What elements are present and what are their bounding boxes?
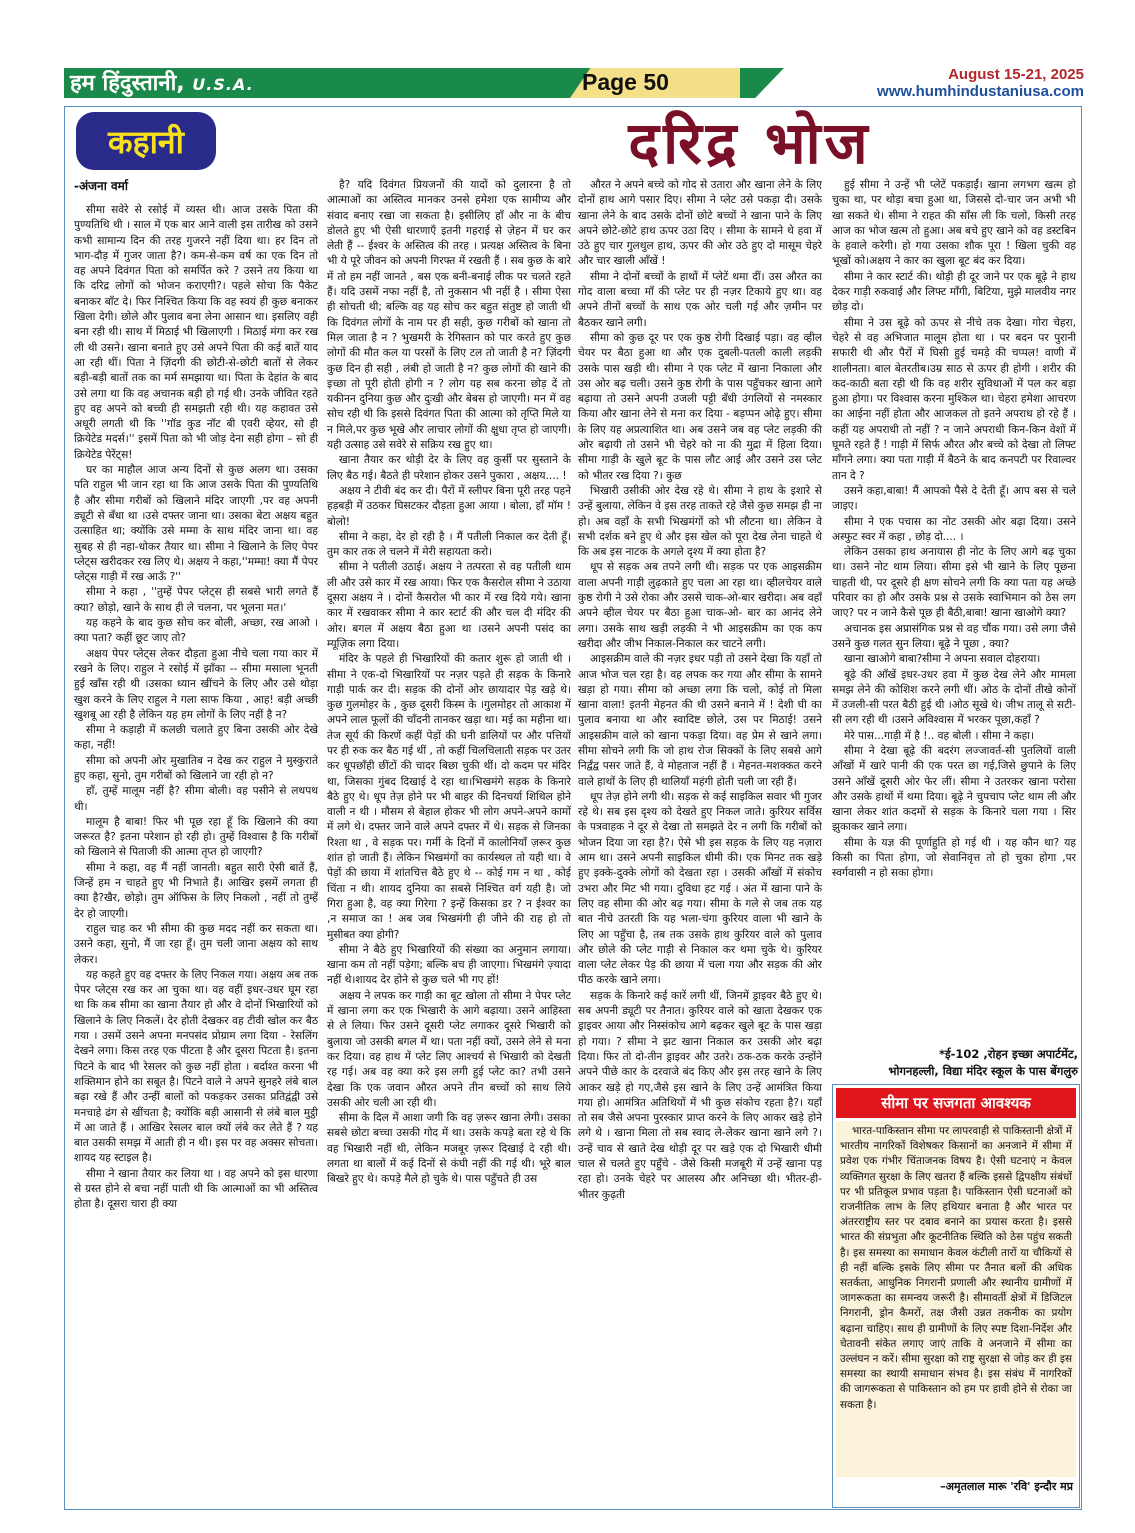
story-paragraph: सीमा ने कहा, देर हो रही है । मैं पतीली निकाल कर देती हूँ। तुम कार तक ले चलने में मेरी सहायता करो।: [327, 530, 571, 559]
story-paragraph: भिखारी उसीकी ओर देख रहे थे। सीमा ने हाथ के इशारे से उन्हें बुलाया, लेकिन वे इस तरह ताकते रहे जैसे कुछ समझ ही ना हो। अब वहाँ के सभी भिखमंगों को भी लौटना था। लेकिन वे सभी दर्शक बने हुए थे और इस खेल को पूरा देख लेना चाहते थे कि अब इस नाटक के अगले दृश्य में क्या होता है?: [578, 484, 822, 559]
masthead: [64, 66, 1084, 100]
story-paragraph: बूढ़े की आँखें इधर-उधर हवा में कुछ देख लेने और मामला समझ लेने की कोशिश करने लगी थीं। ओठ के दोनों तीखे कोनों में उजली-सी परत बैठी हुई थी ।ओठ सूखे थे। जीभ तालू से सटी-सी लग रही थी ।उसने अविश्वास में भरकर पूछा,कहाँ ?: [832, 668, 1076, 727]
story-paragraph: सीमा ने कड़ाही में कलछी चलाते हुए बिना उसकी ओर देखे कहा, नहीं!: [74, 724, 318, 752]
story-paragraph: सीमा ने उस बूढ़े को ऊपर से नीचे तक देखा। गोरा चेहरा, चेहरे से वह अभिजात मालूम होता था । पर बदन पर पुरानी सफारी थी और पैरों में घिसी हुई चमड़े की चप्पल! वाणी में शालीनता। बाल बेतरतीब।उम्र साठ से ऊपर ही होगी । शरीर की कद-काठी बता रही थी कि वह शरीर सुविधाओं में पल कर बड़ा हुआ होगा। पर विश्वास करना मुश्किल था। चेहरा हमेशा आचरण का आईना नहीं होता और आजकल तो इतने अपराध हो रहे हैं । कहीं यह अपराधी तो नहीं ? न जाने अपराधी किन-किन वेशों में घूमते रहते हैं ! गाड़ी में सिर्फ औरत और बच्चे को देखा तो लिफ्ट माँगने लगा। क्या पता गाड़ी में बैठने के बाद कनपटी पर रिवाल्वर तान दे ?: [832, 316, 1076, 482]
story-paragraph: अक्षय ने टीवी बंद कर दी। पैरों में स्लीपर बिना पूरी तरह पहने हड़बड़ी में उठकर घिसटकर दौड़ता हुआ आया । बोला, हाँ मॉम ! बोलो!: [327, 484, 571, 528]
story-paragraph: अक्षय पेपर प्लेट्स लेकर दौड़ता हुआ नीचे चला गया कार में रखने के लिए। राहुल ने रसोई में झाँका -- सीमा मसाला भूनती हुई खाँस रही थी ।उसका ध्यान खींचने के लिए और उसे थोड़ा खुश करने के लिए राहुल ने गला साफ किया , आह! बड़ी अच्छी खुशबू आ रही है लेकिन यह हम लोगों के लिए नहीं है न?: [74, 647, 318, 721]
section-badge: कहानी: [76, 112, 216, 170]
paper-name: [70, 67, 254, 97]
story-paragraph: मंदिर के पहले ही भिखारियों की कतार शुरू हो जाती थी । सीमा ने एक-दो भिखारियों पर नज़र पड़ते ही सड़क के किनारे गाड़ी पार्क कर दी। सड़क की दोनों ओर छायादार पेड़ खड़े थे। कुछ गुलमोहर के , कुछ दूसरी किस्म के ।गुलमोहर तो आकाश में अपने लाल फूलों की चाँदनी तानकर खड़ा था। मई का महीना था। तेज सूर्य की किरणें कहीं पेड़ों की घनी डालियों पर और पत्तियों पर ही रुक कर बैठ गई थीं , तो कहीं चिलचिलाती सड़क पर उतर कर धूपछाँही छींटों की चादर बिछा चुकी थीं। दो कदम पर मंदिर था, जिसका गुंबद दिखाई दे रहा था।भिखमंगे सड़क के किनारे बैठे हुए थे। धूप तेज़ होने पर भी बाहर की दिनचर्या शिथिल होने वाली न थी । मौसम से बेहाल होकर भी लोग अपने-अपने कामों में लगे थे। दफ्तर जाने वाले अपने दफ्तर में थे। सड़क से जिनका रिश्ता था , वे सड़क पर। गर्मी के दिनों में कालोनियाँ ज़रूर कुछ शांत हो जाती हैं। लेकिन भिखमंगों का कार्यस्थल तो यही था। वे पेड़ों की छाया में शांतचित्त बैठे हुए थे -- कोई गम न था , कोई चिंता न थी। शायद दुनिया का सबसे निश्चित वर्ग यही है। जो गिरा हुआ है, वह क्या गिरेगा ? इन्हें किसका डर ? न ईश्वर का ,न समाज का ! अब जब भिखमंगी ही जीने की राह हो तो मुसीबत क्या होगी?: [327, 653, 571, 941]
address-line-1: *ई-102 ,रोहन इच्छा अपार्टमेंट,: [938, 1047, 1078, 1061]
author-address: [832, 1046, 1078, 1080]
story-paragraph: सीमा ने पतीली उठाई। अक्षय ने तत्परता से वह पतीली थाम ली और उसे कार में रख आया। फिर एक कैसरोल सीमा ने उठाया दूसरा अक्षय ने । दोनों कैसरोल भी कार में रख दिये गये। खाना कार में रखवाकर सीमा ने कार स्टार्ट की और चल दी मंदिर की ओर। बगल में अक्षय बैठा हुआ था ।उसने अपनी पसंद का म्यूज़िक लगा दिया।: [327, 561, 571, 650]
story-paragraph: सीमा सवेरे से रसोई में व्यस्त थी। आज उसके पिता की पुण्यतिथि थी । साल में एक बार आने वाली इस तारीख को उसने कभी सामान्य दिन की तरह गुजरने नहीं दिया था। हर दिन तो भाग-दौड़ में गुजर जाता है?। कम-से-कम वर्ष का एक दिन तो वह अपने दिवंगत पिता को समर्पित करे ? उसने तय किया था कि दरिद्र लोगों को भोजन कराएगी?। पहले सोचा कि पैकेट बनाकर बाँट दे। फिर निश्चित किया कि वह स्वयं ही कुछ बनाकर खिला देगी। छोले और पुलाव बना लेना आसान था। इसलिए वही बना रही थी। साथ में मिठाई भी खिलाएगी । मिठाई मंगा कर रख ली थी उसने। खाना बनाते हुए उसे अपने पिता की कई बातें याद आ रही थीं। पिता ने ज़िंदगी की छोटी-से-छोटी बातों से लेकर बड़ी-बड़ी बातों तक का मर्म समझाया था। पिता के देहांत के बाद उसे लगा था कि वह अचानक बड़ी हो गई थी। उनके जीवित रहते हुए वह अपने को बच्ची ही समझती रही थी। यह कहावत उसे अधूरी लगती थी कि ''गॉड कुड नॉट बी एवरी व्हेयर, सो ही क्रियेटेड मदर्स।'' इसमें पिता को भी जोड़ देना सही होगा – सो ही क्रियेटेड पेरेंट्स!: [74, 204, 318, 461]
sidebox-body: भारत-पाकिस्तान सीमा पर लापरवाही से पाकिस्तानी क्षेत्रों में भारतीय नागरिकों विशेषकर किसानों का अनजाने में सीमा में प्रवेश एक गंभीर चिंताजनक विषय है। ऐसी घटनाएं न केवल व्यक्तिगत सुरक्षा के लिए खतरा हैं बल्कि इससे द्विपक्षीय संबंधों पर भी प्रतिकूल प्रभाव पड़ता है। पाकिस्तान ऐसी घटनाओं को राजनीतिक लाभ के लिए हथियार बनाता है और भारत पर अंतरराष्ट्रीय स्तर पर दबाव बनाने का प्रयास करता है। इससे भारत की संप्रभुता और कूटनीतिक स्थिति को ठेस पहुंच सकती है। इस समस्या का समाधान केवल कंटीली तारों या चौकियों से ही नहीं बल्कि इसके लिए सीमा पर तैनात बलों की अधिक सतर्कता, आधुनिक निगरानी प्रणाली और स्थानीय ग्रामीणों में जागरूकता का समन्वय जरूरी है। सीमावर्ती क्षेत्रों में डिजिटल निगरानी, ड्रोन कैमरों, तक्ष जैसी उन्नत तकनीक का प्रयोग बढ़ाना चाहिए। साथ ही ग्रामीणों के लिए स्पष्ट दिशा-निर्देश और चेतावनी संकेत लगाए जाएं ताकि वे अनजाने में सीमा का उल्लंघन न करें। सीमा सुरक्षा को राष्ट्र सुरक्षा से जोड़ कर ही इस समस्या का स्थायी समाधान संभव है। इस संबंध में नागरिकों की जागरूकता से पाकिस्तान को हम पर हावी होने से रोका जा सकता है।: [836, 1121, 1076, 1477]
story-paragraph: अचानक इस अप्रासंगिक प्रश्न से वह चौंक गया। उसे लगा जैसे उसने कुछ गलत सुन लिया। बूढ़े ने पूछा , क्या?: [832, 622, 1076, 650]
story-paragraph: घर का माहौल आज अन्य दिनों से कुछ अलग था। उसका पति राहुल भी जान रहा था कि आज उसके पिता की पुण्यतिथि है और सीमा गरीबों को खिलाने मंदिर जाएगी ,पर वह अपनी ड्यूटी से बँधा था ।उसे दफ्तर जाना था। उसका बेटा अक्षय बहुत उत्साहित था; क्योंकि उसे मम्मा के साथ मंदिर जाना था। वह सुबह से ही नहा-धोकर तैयार था। सीमा ने खिलाने के लिए पेपर प्लेट्स खरीदकर रख लिए थे। अक्षय ने कहा,''मम्मा! क्या मैं पेपर प्लेट्स गाड़ी में रख आऊँ ?'': [74, 464, 318, 584]
story-paragraph: खाना तैयार कर थोड़ी देर के लिए वह कुर्सी पर सुस्ताने के लिए बैठ गई। बैठते ही परेशान होकर उसने पुकारा , अक्षय.... !: [327, 454, 571, 482]
story-paragraph: मालूम है बाबा! फिर भी पूछ रहा हूँ कि खिलाने की क्या जरूरत है? इतना परेशान हो रही हो। तुम्हें विश्वास है कि गरीबों को खिलाने से पिताजी की आत्मा तृप्त हो जाएगी?: [74, 815, 318, 859]
story-column-3: [578, 178, 822, 1504]
sidebox-title: सीमा पर सजगता आवश्यक: [836, 1088, 1076, 1118]
issue-date: August 15-21, 2025: [948, 66, 1084, 83]
page-number: Page 50: [582, 69, 669, 95]
story-paragraph: खाना खाओगे बाबा?सीमा ने अपना सवाल दोहराया।: [844, 653, 1041, 666]
story-paragraph: सीमा ने खाना तैयार कर लिया था । वह अपने को इस धारणा से ग्रस्त होने से बचा नहीं पाती थी कि आत्माओं का भी अस्तित्व होता है। दूसरा चारा ही क्या: [74, 1167, 318, 1211]
story-paragraph: सीमा ने दोनों बच्चों के हाथों में प्लेटें थमा दीं। उस औरत का गोद वाला बच्चा माँ की प्लेट पर ही नज़र टिकाये हुए था। वह अपने तीनों बच्चों के साथ एक ओर चली गई और ज़मीन पर बैठकर खाने लगी।: [578, 270, 822, 329]
story-paragraph: सीमा को अपनी ओर मुखातिब न देख कर राहुल ने मुस्कुराते हुए कहा, सुनो, तुम गरीबों को खिलाने जा रही हो न?: [74, 754, 318, 782]
story-paragraph: अक्षय ने लपक कर गाड़ी का बूट खोला तो सीमा ने पेपर प्लेट में खाना लगा कर एक भिखारी के आगे बढ़ाया। उसने आहिस्ता से ले लिया। फिर उसने दूसरी प्लेट लगाकर दूसरे भिखारी को बुलाया जो उसकी बगल में था। पता नहीं क्यों, उसने लेने से मना कर दिया। वह हाथ में प्लेट लिए आश्चर्य से भिखारी को देखती रह गई। अब वह क्या करे इस लगी हुई प्लेट का? तभी उसने देखा कि एक जवान औरत अपने तीन बच्चों को साथ लिये उसकी ओर चली आ रही थी।: [327, 989, 571, 1109]
story-paragraph: आइसक्रीम वाले की नज़र इधर पड़ी तो उसने देखा कि यहाँ तो आज भोज चल रहा है। वह लपक कर गया और सीमा के सामने खड़ा हो गया। सीमा को अच्छा लगा कि चलो, कोई तो मिला खाना वाला! इतनी मेहनत की थी उसने बनाने में ! देशी घी का पुलाव बनाया था और स्वादिष्ट छोले, उस पर मिठाई! उसने आइसक्रीम वाले को खाना पकड़ा दिया। वह प्रेम से खाने लगा। सीमा सोचने लगी कि जो हाथ रोज सिक्कों के लिए सबसे आगे निर्द्वंद्व पसर जाते हैं, वे मोहताज नहीं हैं । मेहनत-मशक्कत करने वाले हाथों के लिए ही थालियाँ महंगी होती चली जा रही हैं।: [578, 653, 822, 788]
paper-name-text: हम हिंदुस्तानी,: [70, 71, 185, 96]
story-column-2: [327, 178, 571, 1504]
address-line-2: भोगनहल्ली, विद्या मंदिर स्कूल के पास बेंगलुरु: [888, 1064, 1078, 1078]
story-paragraph: सीमा के यज्ञ की पूर्णाहुति हो गई थी । यह कौन था? यह किसी का पिता होगा, जो सेवानिवृत्त तो हो चुका होगा ,पर स्वर्गवासी न हो सका होगा।: [832, 836, 1076, 880]
story-column-1: [74, 203, 318, 1503]
story-paragraph: सीमा ने देखा बूढ़े की बदरंग लज्जावर्त-सी पुतलियों वाली आँखों में खारे पानी की एक परत छा गई,जिसे छुपाने के लिए उसने आँखें दूसरी ओर फेर लीं। सीमा ने उतरकर खाना परोसा और उसके हाथों में थमा दिया। बूढ़े ने चुपचाप प्लेट थाम ली और खाना लेकर शांत कदमों से सड़क के किनारे चला गया । सिर झुकाकर खाने लगा।: [832, 744, 1076, 834]
story-paragraph: धूप तेज़ होने लगी थी। सड़क से कई साइकिल सवार भी गुजर रहे थे। सब इस दृश्य को देखते हुए निकल जाते। कुरियर सर्विस के पत्रवाहक ने दूर से देखा तो समझते देर न लगी कि गरीबों को भोजन दिया जा रहा है?। ऐसे भी इस सड़क के लिए यह नज़ारा आम था। उसने अपनी साइकिल धीमी की। एक मिनट तक खड़े हुए इक्के-दुक्के लोगों को देखता रहा । उसकी आँखों में संकोच उभरा और मिट भी गया। दुविधा हट गई । अंत में खाना पाने के लिए वह सीमा की ओर बढ़ गया। सीमा के गले से जब तक यह बात नीचे उतरती कि यह भला-चंगा कुरियर वाला भी खाने के लिए आ पहुँचा है, तब तक उसके हाथ कुरियर वाले को पुलाव और छोले की प्लेट गाड़ी से निकाल कर थमा चुके थे। कुरियर वाला प्लेट लेकर पेड़ की छाया में चला गया और सड़क की ओर पीठ करके खाने लगा।: [578, 790, 822, 987]
story-paragraph: औरत ने अपने बच्चे को गोद से उतारा और खाना लेने के लिए दोनों हाथ आगे पसार दिए। सीमा ने प्लेट उसे पकड़ा दी। उसके खाना लेने के बाद उसके दोनों छोटे बच्चों ने खाना पाने के लिए अपने छोटे-छोटे हाथ ऊपर उठा दिए । सीमा के सामने थे हवा में उठे हुए चार गुलथुल हाथ, ऊपर की ओर उठे हुए दो मासूम चेहरे और चार खाली आँखें !: [578, 179, 822, 268]
story-paragraph: सीमा ने कार स्टार्ट की। थोड़ी ही दूर जाने पर एक बूढ़े ने हाथ देकर गाड़ी रुकवाई और लिफ्ट माँगी, बिटिया, मुझे मालवीय नगर छोड़ दो।: [832, 270, 1076, 314]
story-paragraph: सीमा ने बैठे हुए भिखारियों की संख्या का अनुमान लगाया। खाना कम तो नहीं पड़ेगा; बल्कि बच ही जाएगा। भिखमंगे ज़्यादा नहीं थे।शायद देर होने से कुछ चले भी गए हों!: [327, 943, 571, 987]
story-paragraph: मेरे पास...गाड़ी में है !.. वह बोली । सीमा ने कहा।: [844, 729, 1035, 742]
story-paragraph: यह कहते हुए वह दफ्तर के लिए निकल गया। अक्षय अब तक पेपर प्लेट्स रख कर आ चुका था। वह वहीं इधर-उधर घूम रहा था कि कब सीमा का खाना तैयार हो और वे दोनों भिखारियों को खिलाने के लिए निकलें। देर होती देखकर वह टीवी खोल कर बैठ गया । उसमें उसने अपना मनपसंद प्रोग्राम लगा दिया - रेसलिंग देखने लगा। किस तरह एक पीटता है और दूसरा पिटता है। इतना पिटने के बाद भी रेसलर को कुछ नहीं होता । बर्दाश्त करना भी शक्तिमान होने का सबूत है। पिटने वाले ने अपने सुनहरे लंबे बाल बढ़ा रखे हैं और उन्हीं बालों को पकड़कर उसका प्रतिद्वंद्वी उसे मनचाहे ढंग से खींचता है; क्योंकि बड़ी आसानी से लंबे बाल मुट्ठी में आ जाते हैं । आखिर रेसलर बाल क्यों लंबे कर लेते हैं ? यह बात उसकी समझ में आती ही न थी। इस पर वह अक्सर सोचता। शायद यह स्टाइल है।: [74, 968, 318, 1165]
story-paragraph: सीमा ने कहा, वह मैं नहीं जानती। बहुत सारी ऐसी बातें हैं, जिन्हें हम न चाहते हुए भी निभाते हैं। आखिर इसमें लगता ही क्या है?खैर, छोड़ो। तुम ऑफिस के लिए निकलो , नहीं तो तुम्हें देर हो जाएगी।: [74, 861, 318, 920]
story-paragraph: हुई सीमा ने उन्हें भी प्लेटें पकड़ाईं। खाना लगभग खत्म हो चुका था, पर थोड़ा बचा हुआ था, जिससे दो-चार जन अभी भी खा सकते थे। सीमा ने राहत की साँस ली कि चलो, किसी तरह आज का भोज खत्म तो हुआ। अब बचे हुए खाने को वह डस्टबिन के हवाले करेगी। हो गया उसका शौक पूरा ! खिला चुकी वह भूखों को।अक्षय ने कार का खुला बूट बंद कर दिया।: [832, 179, 1076, 268]
story-paragraph: धूप से सड़क अब तपने लगी थी। सड़क पर एक आइसक्रीम वाला अपनी गाड़ी लुढ़काते हुए चला आ रहा था। व्हीलचेयर वाले कुष्ठ रोगी ने उसे रोका और उससे चाक-ओ-बार खरीदा। अब वहाँ अपने व्हील चेयर पर बैठा हुआ चाक-ओ- बार का आनंद लेने लगा। उसके साथ खड़ी लड़की ने भी आइसक्रीम का एक कप खरीदा और जीभ निकाल-निकाल कर चाटने लगी।: [578, 561, 822, 650]
story-paragraph: उसने कहा,बाबा! मैं आपको पैसे दे देती हूँ। आप बस से चले जाइए।: [832, 484, 1076, 513]
story-paragraph: सीमा ने एक पचास का नोट उसकी ओर बढ़ा दिया। उसने अस्फुट स्वर में कहा , छोड़ दो.... ।: [832, 515, 1076, 543]
story-paragraph: लेकिन उसका हाथ अनायास ही नोट के लिए आगे बढ़ चुका था। उसने नोट थाम लिया। सीमा इसे भी खाने के लिए पूछना चाहती थी, पर दूसरे ही क्षण सोचने लगी कि क्या पता यह अच्छे परिवार का हो और उसके प्रश्न से उसके स्वाभिमान को ठेस लग जाए? पर न जाने कैसे पूछ ही बैठी,बाबा! खाना खाओगे क्या?: [832, 546, 1076, 620]
story-paragraph: हाँ, तुम्हें मालूम नहीं है? सीमा बोली। वह पसीने से लथपथ थी।: [74, 785, 318, 813]
sidebox-article: [832, 1084, 1080, 1508]
story-paragraph: राहुल चाह कर भी सीमा की कुछ मदद नहीं कर सकता था। उसने कहा, सुनो, मैं जा रहा हूँ। तुम चली जाना अक्षय को साथ लेकर।: [74, 922, 318, 966]
story-author: -अंजना वर्मा: [74, 179, 128, 193]
story-column-4: [832, 178, 1076, 1042]
website-link[interactable]: www.humhindustaniusa.com: [877, 83, 1084, 100]
story-paragraph: सीमा ने कहा , ''तुम्हें पेपर प्लेट्स ही सबसे भारी लगते हैं क्या? छोड़ो, खाने के साथ ही ले चलना, पर भूलना मत।': [74, 586, 318, 614]
masthead-right: [877, 66, 1084, 100]
paper-suffix: U.S.A.: [192, 75, 254, 94]
story-paragraph: सीमा के दिल में आशा जगी कि वह ज़रूर खाना लेगी। उसका सबसे छोटा बच्चा उसकी गोद में था। उसके कपड़े बता रहे थे कि वह भिखारी नहीं थी, लेकिन मजबूर ज़रूर दिखाई दे रही थी।लगता था बालों में कई दिनों से कंघी नहीं की गई थी। भूरे बाल बिखरे हुए थे। कपड़े मैले हो चुके थे। पास पहुँचते ही उस: [327, 1112, 571, 1186]
story-title: दरिद्र भोज: [628, 109, 872, 177]
story-paragraph: है? यदि दिवंगत प्रियजनों की यादों को दुलारना है तो आत्माओं का अस्तित्व मानकर उनसे हमेशा एक सामीप्य और संवाद बनाए रखा जा सकता है। इसीलिए हाँ और ना के बीच डोलते हुए भी ऐसी धारणाएँ इतनी गहराई से ज़ेहन में घर कर लेती हैं -- ईश्वर के अस्तित्व की तरह । प्रत्यक्ष अस्तित्व के बिना भी ये पूरे जीवन को अपनी गिरफ्त में रखती हैं । सब कुछ के बारे में तो हम नहीं जानते , बस एक बनी-बनाई लीक पर चलते रहते हैं। यदि उसमें नफा नहीं है, तो नुकसान भी नहीं है । सीमा ऐसा ही सोचती थी; बल्कि वह यह सोच कर बहुत संतुष्ट हो जाती थी कि दिवंगत लोगों के नाम पर ही सही, कुछ गरीबों को खाना तो मिल जाता है न ? भुखमरी के रेगिस्तान को पार करते हुए कुछ लोगों की मौत कल या परसों के लिए टल तो जाती है न? ज़िंदगी कुछ दिन ही सही , लंबी हो जाती है न? कुछ लोगों की खाने की इच्छा तो पूरी होती होगी न ? लोग यह सब करना छोड़ दें तो यकीनन दुनिया कुछ और दुःखी और बेबस हो जाएगी। मन में वह सोच रही थी कि इससे दिवंगत पिता की आत्मा को तृप्ति मिले या न मिले,पर कुछ भूखे और लाचार लोगों की क्षुधा तृप्त हो जाएगी। यही उत्साह उसे सवेरे से सक्रिय रख हुए था।: [327, 179, 571, 452]
story-paragraph: यह कहने के बाद कुछ सोच कर बोली, अच्छा, रख आओ । क्या पता? कहीं छूट जाए तो?: [74, 617, 318, 645]
sidebox-signature: –अमृतलाल मारू 'रवि' इन्दौर मप्र: [940, 1480, 1073, 1493]
story-paragraph: सड़क के किनारे कई कारें लगी थीं, जिनमें ड्राइवर बैठे हुए थे। सब अपनी ड्यूटी पर तैनात। कुरियर वाले को खाता देखकर एक ड्राइवर आया और निस्संकोच आगे बढ़कर खुले बूट के पास खड़ा हो गया। ? सीमा ने झट खाना निकाल कर उसकी ओर बढ़ा दिया। फिर तो दो-तीन ड्राइवर और उतरे। ठक-ठक करके उन्होंने अपने पीछे कार के दरवाजे बंद किए और इस तरह खाने के लिए आकर खड़े हो गए,जैसे इस खाने के लिए उन्हें आमंत्रित किया गया हो। आमंत्रित अतिथियों में भी कुछ संकोच रहता है?। यहाँ तो सब जैसे अपना पुरस्कार प्राप्त करने के लिए आकर खड़े होने लगे थे । खाना मिला तो सब स्वाद ले-लेकर खाना खाने लगे ?। उन्हें चाव से खाते देख थोड़ी दूर पर खड़े एक दो भिखारी धीमी चाल से चलते हुए पहुँचे - जैसे किसी मजबूरी में उन्हें खाना पड़ रहा हो। उनके चेहरे पर आलस्य और अनिच्छा थी। भीतर-ही-भीतर कुढ़ती: [578, 989, 822, 1201]
story-paragraph: सीमा को कुछ दूर पर एक कुष्ठ रोगी दिखाई पड़ा। वह व्हील चेयर पर बैठा हुआ था और एक दुबली-पतली काली लड़की उसके पास खड़ी थी। सीमा ने एक प्लेट में खाना निकाला और उस ओर बढ़ चली। उसने कुष्ठ रोगी के पास पहुँचकर खाना आगे बढ़ाया तो उसने अपनी उजली पट्टी बँधी उंगलियों से नमस्कार किया और खाना लेने से मना कर दिया - बड़प्पन ओढ़े हुए। सीमा के लिए यह अप्रत्याशित था। अब उसने जब वह प्लेट लड़की की ओर बढ़ायी तो उसने भी चेहरे को ना की मुद्रा में हिला दिया। सीमा गाड़ी के खुले बूट के पास लौट आई और उसने उस प्लेट को भीतर रख दिया ?। कुछ: [578, 331, 822, 482]
